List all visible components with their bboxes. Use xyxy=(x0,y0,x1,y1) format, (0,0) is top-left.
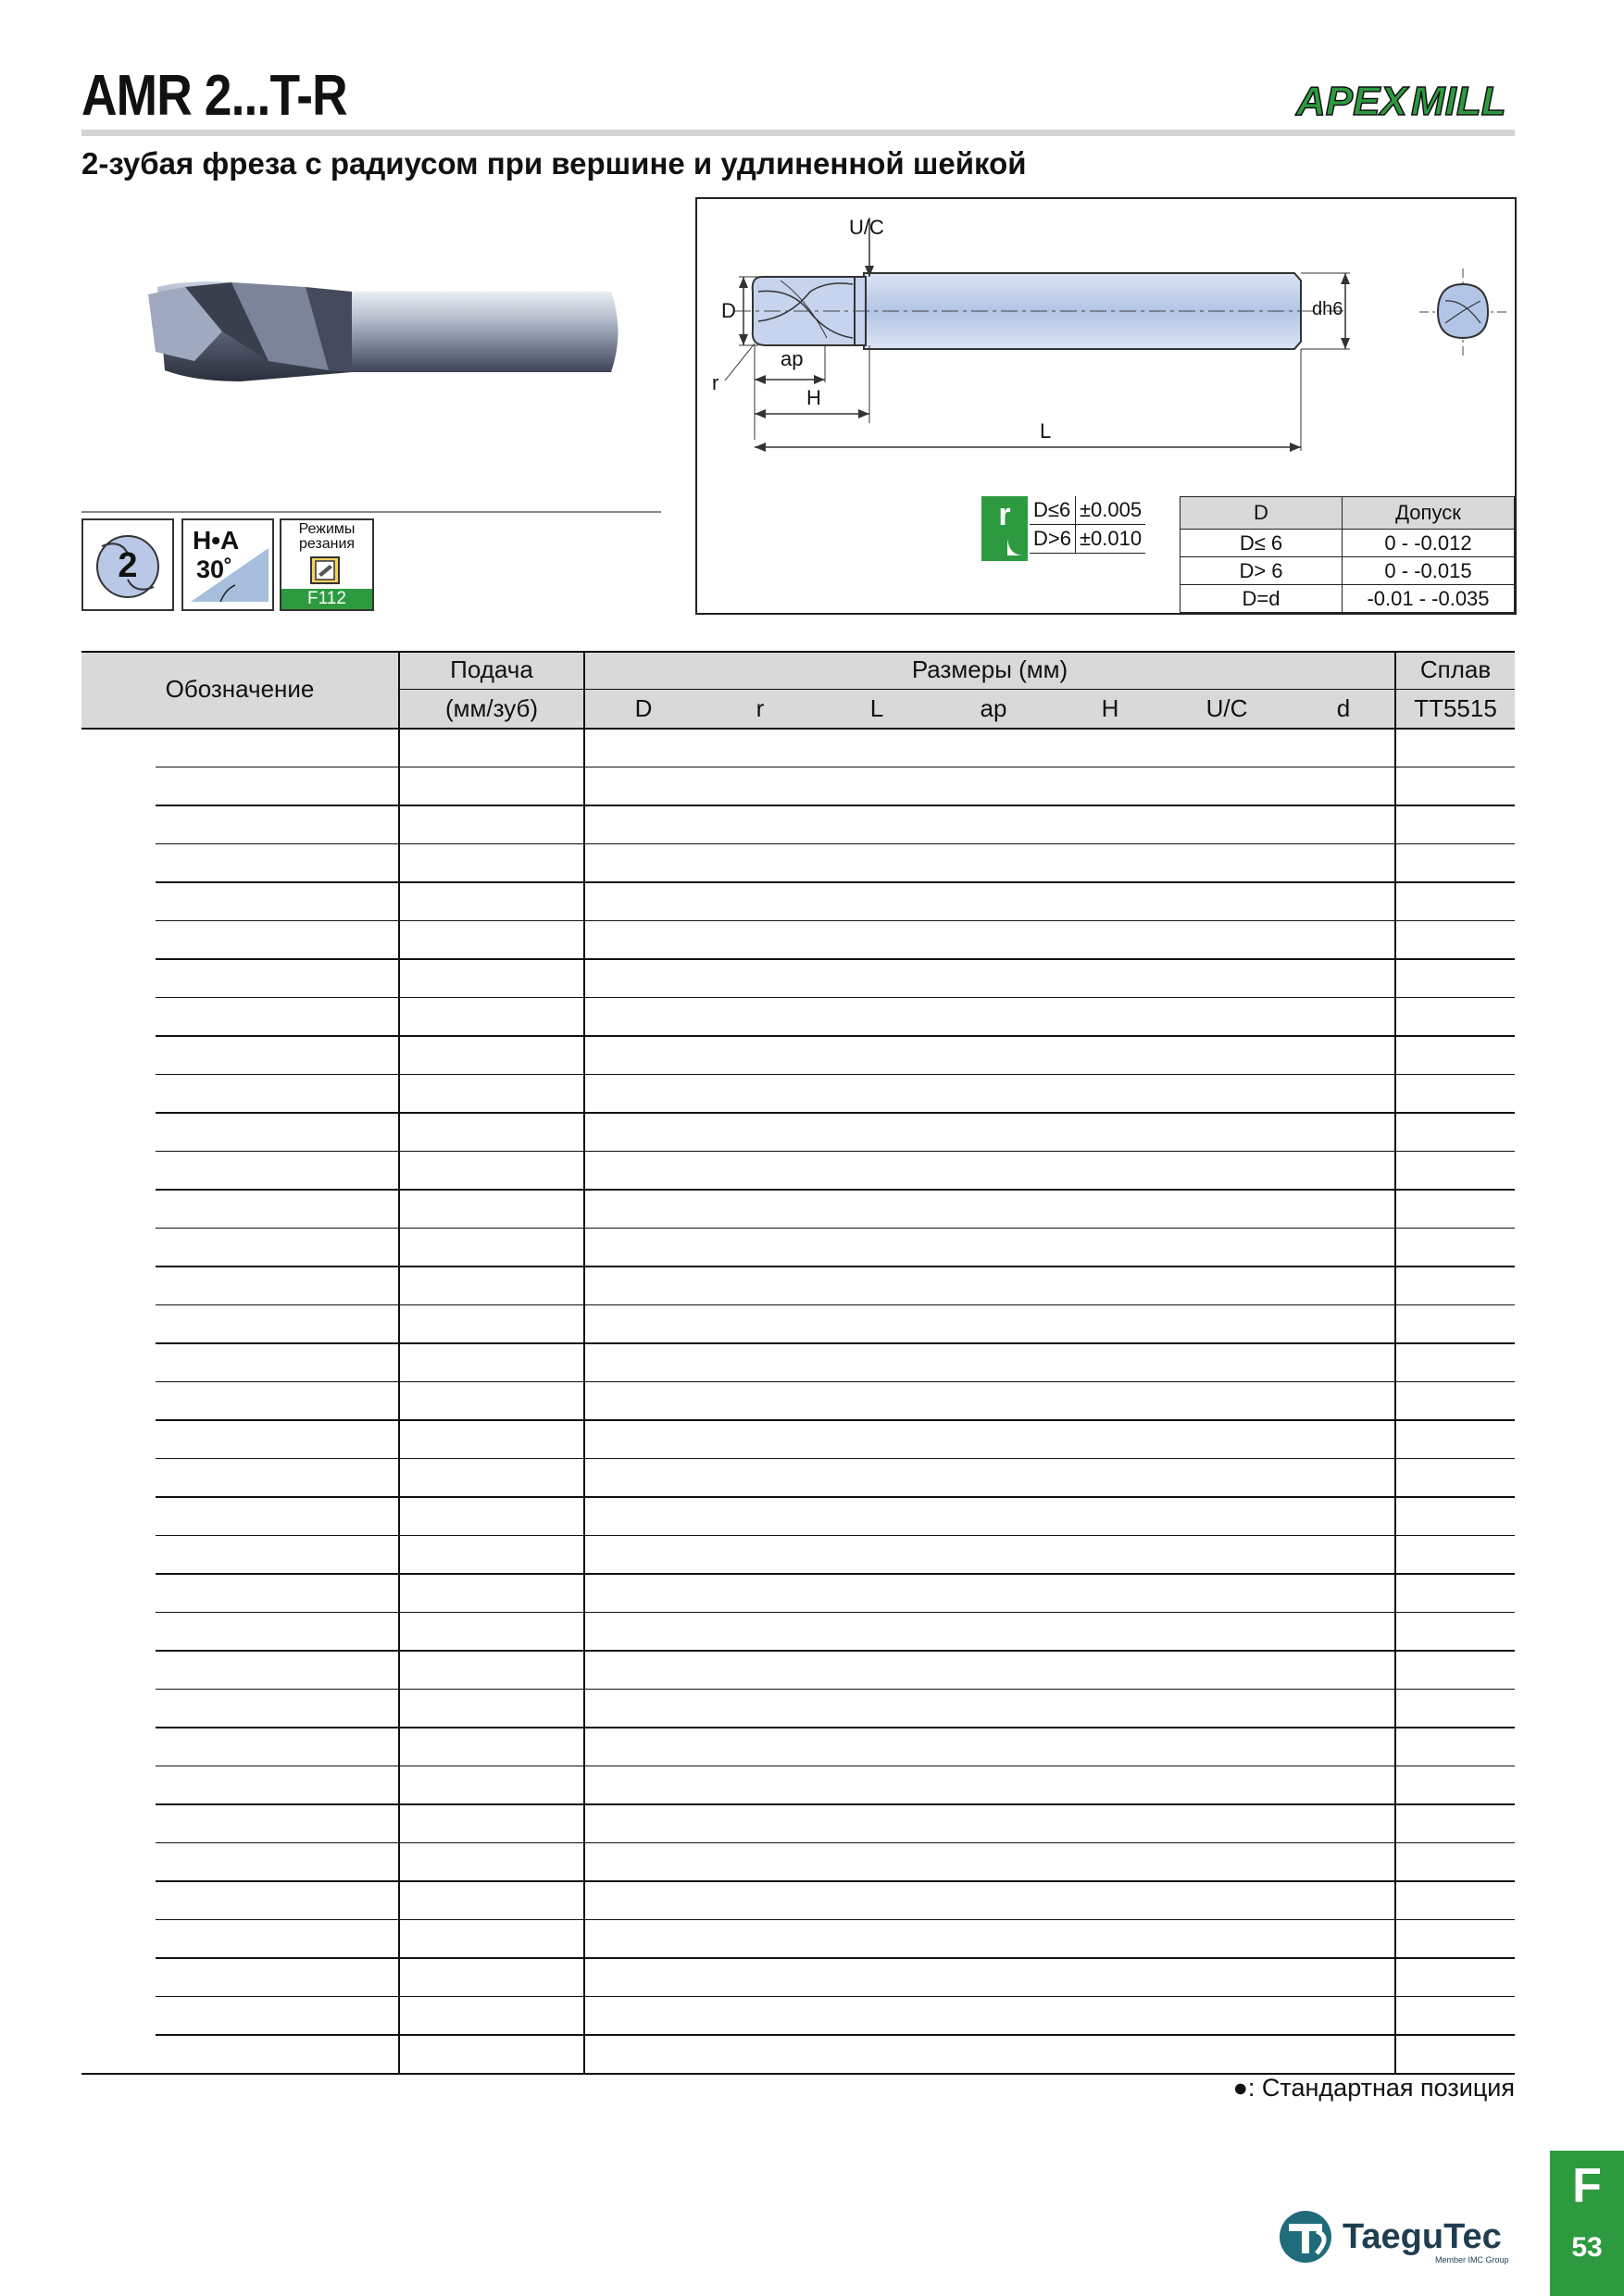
radius-symbol: r xyxy=(998,497,1011,532)
vrule-feed xyxy=(583,651,585,2074)
row-rule xyxy=(156,1535,1515,1537)
page-subtitle: 2-зубая фреза с радиусом при вершине и удлиненной шейкой xyxy=(81,146,1027,181)
dtol-value: -0.01 - -0.035 xyxy=(1343,585,1515,613)
row-rule xyxy=(156,1151,1515,1153)
row-rule xyxy=(156,1727,1515,1728)
header-dim-ap: ap xyxy=(935,690,1052,728)
title-rule xyxy=(81,130,1515,136)
cutting-data-ref: F112 xyxy=(281,589,372,609)
row-rule xyxy=(156,1842,1515,1844)
helix-angle: 30˚ xyxy=(196,555,233,583)
row-rule xyxy=(156,1266,1515,1267)
row-rule xyxy=(156,1996,1515,1998)
row-rule xyxy=(156,1880,1515,1882)
dtol-header-D: D xyxy=(1181,497,1343,530)
row-rule xyxy=(156,958,1515,960)
row-rule xyxy=(156,1573,1515,1575)
header-feed: Подача xyxy=(400,651,583,689)
section-tab[interactable] xyxy=(1550,2151,1624,2296)
header-dim-uc: U/C xyxy=(1168,690,1285,728)
label-ap: ap xyxy=(781,347,804,370)
header-dimensions: Размеры (мм) xyxy=(585,651,1394,689)
flute-count: 2 xyxy=(118,546,138,585)
feed-header-rule xyxy=(400,689,583,690)
dtol-header-tol: Допуск xyxy=(1343,497,1515,530)
header-bottom-rule xyxy=(81,728,1515,730)
svg-text:MILL: MILL xyxy=(1411,79,1506,124)
header-dim-d: D xyxy=(585,690,702,728)
page-number: 53 xyxy=(1571,2232,1603,2263)
apexmill-logo xyxy=(1293,72,1515,128)
row-rule xyxy=(156,1035,1515,1037)
header-feed-unit: (мм/зуб) xyxy=(400,690,583,728)
section-letter: F xyxy=(1572,2159,1602,2213)
cutting-data-title: Режимы резания xyxy=(298,521,356,552)
cutting-data-icon[interactable] xyxy=(280,518,374,611)
label-H: H xyxy=(806,386,821,409)
radius-tolerance-table xyxy=(1030,496,1145,554)
vrule-alloy xyxy=(1394,651,1396,2074)
row-rule xyxy=(156,1650,1515,1652)
row-rule xyxy=(156,1612,1515,1614)
header-designation: Обозначение xyxy=(81,651,398,728)
table-top-rule xyxy=(81,651,1515,653)
svg-text:APEX: APEX xyxy=(1296,79,1407,124)
label-D: D xyxy=(721,299,736,322)
row-rule xyxy=(156,1074,1515,1076)
label-L: L xyxy=(1040,419,1052,443)
book-icon xyxy=(309,554,344,587)
row-rule xyxy=(156,881,1515,883)
radius-tol: ±0.010 xyxy=(1075,525,1145,554)
header-dim-d: d xyxy=(1285,690,1402,728)
row-rule xyxy=(156,1496,1515,1498)
row-rule xyxy=(156,920,1515,922)
product-table xyxy=(81,651,1515,2067)
header-alloy-grade: TT5515 xyxy=(1396,690,1515,728)
row-rule xyxy=(156,1342,1515,1344)
row-rule xyxy=(156,1458,1515,1460)
row-rule xyxy=(156,843,1515,845)
radius-cond: D≤6 xyxy=(1030,496,1075,525)
footnote-standard: ●: Стандартная позиция xyxy=(1232,2074,1515,2102)
page-title: AMR 2...T-R xyxy=(81,64,347,128)
row-rule xyxy=(156,1228,1515,1229)
radius-symbol-box xyxy=(981,496,1028,561)
header-alloy: Сплав xyxy=(1396,651,1515,689)
diameter-tolerance-table xyxy=(1180,496,1515,613)
row-rule xyxy=(156,1803,1515,1805)
flutes-icon xyxy=(81,518,174,611)
row-rule xyxy=(156,1419,1515,1421)
row-rule xyxy=(156,1112,1515,1114)
radius-tol: ±0.005 xyxy=(1075,496,1145,525)
radius-corner-icon xyxy=(1006,537,1026,557)
row-rule xyxy=(156,1381,1515,1383)
icon-rule xyxy=(81,511,661,513)
dims-header-rule xyxy=(585,689,1515,690)
row-rule xyxy=(156,2034,1515,2036)
label-dh6: dh6 xyxy=(1312,299,1343,319)
label-r: r xyxy=(712,371,719,394)
dtol-cond: D=d xyxy=(1181,585,1343,613)
row-rule xyxy=(156,1766,1515,1767)
dtol-value: 0 - -0.015 xyxy=(1343,557,1515,585)
row-rule xyxy=(156,1689,1515,1691)
helix-label: H•A xyxy=(193,526,240,555)
header-dim-l: L xyxy=(818,690,935,728)
row-rule xyxy=(156,767,1515,768)
vrule-designation xyxy=(398,651,400,2074)
radius-cond: D>6 xyxy=(1030,525,1075,554)
dtol-cond: D≤ 6 xyxy=(1181,530,1343,557)
end-mill-photo xyxy=(130,222,648,417)
helix-angle-icon xyxy=(181,518,274,611)
row-rule xyxy=(156,997,1515,999)
header-dim-h: H xyxy=(1052,690,1168,728)
row-rule xyxy=(156,1189,1515,1191)
row-rule xyxy=(156,805,1515,806)
row-rule xyxy=(156,1304,1515,1306)
dtol-value: 0 - -0.012 xyxy=(1343,530,1515,557)
dtol-cond: D> 6 xyxy=(1181,557,1343,585)
svg-text:Member IMC Group: Member IMC Group xyxy=(1435,2255,1509,2265)
header-dim-r: r xyxy=(702,690,818,728)
label-uc: U/C xyxy=(849,216,884,239)
row-rule xyxy=(156,1957,1515,1959)
taegutec-logo xyxy=(1276,2203,1517,2268)
svg-text:TaeguTec: TaeguTec xyxy=(1343,2217,1502,2256)
row-rule xyxy=(156,1919,1515,1921)
